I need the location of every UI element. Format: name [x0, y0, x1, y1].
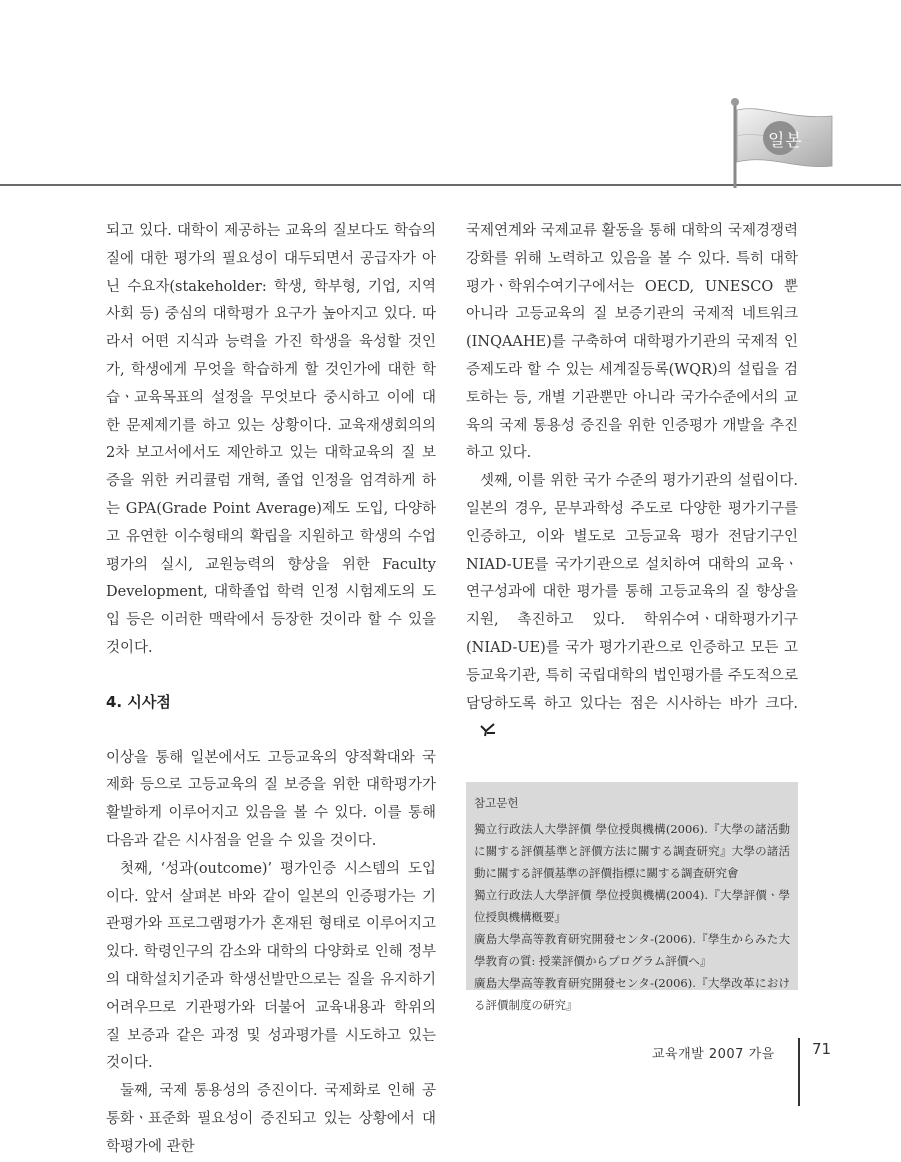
end-mark-icon — [466, 720, 482, 734]
footer-title: 교육개발 2007 가을 — [652, 1047, 775, 1062]
reference-item: 廣島大學高等教育研究開發センタ-(2006).『大學改革における評價制度の硏究』 — [474, 976, 790, 1012]
references-box — [466, 782, 798, 1012]
left-paragraph-4: 둘째, 국제 통용성의 증진이다. 국제화로 인해 공통화ㆍ표준화 필요성이 증진되고 있는 상황에서 대학평가에 관한 — [106, 1083, 436, 1155]
references-title: 참고문헌 — [474, 796, 519, 810]
reference-item: 獨立行政法人大學評價 學位授與機構(2004).『大學評價ㆍ學位授與機構槪要』 — [474, 888, 790, 924]
left-paragraph-1: 되고 있다. 대학이 제공하는 교육의 질보다도 학습의 질에 대한 평가의 필요성이 대두되면서 공급자가 아닌 수요자(stakeholder: 학생, 학부형, 기업, 지역사회 등) 중심의 대학평가 요구가 높아지고 있다. 따라서 어떤 지식과 능력을 가진 학생을 육성할 것인가, 학생에게 무엇을 학습하게 할 것인가에 대한 학습ㆍ교육목표의 설정을 무엇보다 중시하고 이에 대한 문제제기를 하고 있는 상황이다. 교육재생회의의 2차 보고서에서도 제안하고 있는 대학교육의 질 보증을 위한 커리큘럼 개혁, 졸업 인정을 엄격하게 하는 GPA(Grade Point Average)제도 도입, 다양하고 유연한 이수형태의 확립을 지원하고 학생의 수업평가의 실시, 교원능력의 향상을 위한 Faculty Development, 대학졸업 학력 인정 시험제도의 도입 등은 이러한 맥락에서 등장한 것이라 할 수 있을 것이다. — [106, 223, 436, 656]
right-paragraph-1: 국제연계와 국제교류 활동을 통해 대학의 국제경쟁력 강화를 위해 노력하고 있음을 볼 수 있다. 특히 대학평가ㆍ학위수여기구에서는 OECD, UNESCO 뿐 아니라 고등교육의 질 보증기관의 국제적 네트워크(INQAAHE)를 구축하여 대학평가기관의 국제적 인증제도라 할 수 있는 세계질등록(WQR)의 설립을 검토하는 등, 개별 기관뿐만 아니라 국가수준에서의 교육의 국제 통용성 증진을 위한 인증평가 개발을 추진하고 있다. — [466, 223, 798, 462]
reference-item: 廣島大學高等教育研究開發センタ-(2006).『學生からみた大學教育の質: 授業評價からプログラム評價へ』 — [474, 932, 790, 968]
left-paragraph-3: 첫째, ‘성과(outcome)’ 평가인증 시스템의 도입이다. 앞서 살펴본 바와 같이 일본의 인증평가는 기관평가와 프로그램평가가 혼재된 형태로 이루어지고 있다. 학령인구의 감소와 대학의 다양화로 인해 정부의 대학설치기준과 학생선발만으로는 질을 유지하기 어려우므로 기관평가와 더불어 교육내용과 학위의 질 보증과 같은 과정 및 성과평가를 시도하고 있는 것이다. — [106, 860, 436, 1072]
right-paragraph-2 — [466, 468, 798, 746]
right-paragraph-2-text: 셋째, 이를 위한 국가 수준의 평가기관의 설립이다. 일본의 경우, 문부과학성 주도로 다양한 평가기구를 인증하고, 이와 별도로 고등교육 평가 전담기구인 NIAD-UE를 국가기관으로 설치하여 대학의 교육ㆍ연구성과에 대한 평가를 통해 고등교육의 질 향상을 지원, 촉진하고 있다. 학위수여ㆍ대학평가기구(NIAD-UE)를 국가 평가기관으로 인증하고 모든 고등교육기관, 특히 국립대학의 법인평가를 주도적으로 담당하도록 하고 있다는 점은 시사하는 바가 크다. — [466, 473, 798, 712]
reference-item: 獨立行政法人大學評價 學位授與機構(2006).『大學の諸活動に關する評價基準と評價方法に關する調査研究』大學の諸活動に關する評價基準の評價指標に關する調査研究會 — [474, 822, 790, 880]
section-heading: 4. 시사점 — [106, 692, 171, 711]
left-column — [106, 218, 436, 1162]
footer-divider — [798, 1038, 800, 1106]
country-label: 일본 — [768, 131, 803, 151]
page-number: 71 — [812, 1040, 832, 1058]
flag-illustration — [728, 96, 838, 188]
right-column — [466, 218, 798, 746]
left-paragraph-2: 이상을 통해 일본에서도 고등교육의 양적확대와 국제화 등으로 고등교육의 질 보증을 위한 대학평가가 활발하게 이루어지고 있음을 볼 수 있다. 이를 통해 다음과 같은 시사점을 얻을 수 있을 것이다. — [106, 749, 436, 849]
